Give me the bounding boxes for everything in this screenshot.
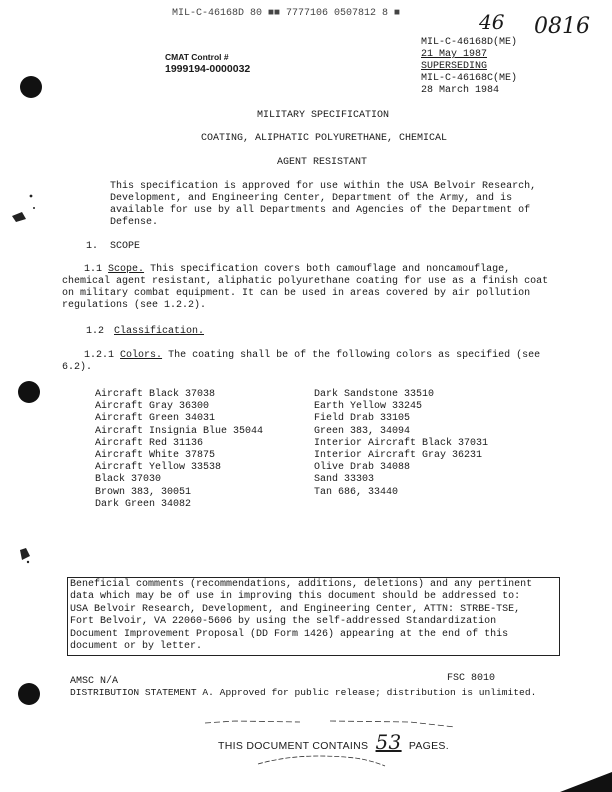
section-1-2-number: 1.2 <box>86 326 105 337</box>
section-1-1-number: 1.1 <box>84 264 103 275</box>
section-1-1-text: This specification covers both camouflage and noncamouflage, chemical agent resistant, aliphatic polyurethane coating for use as a finish coat on military combat equipment. It can be used in areas covered by air pollution regulations (see 1.2.2). <box>62 264 549 311</box>
color-item: Sand 33303 <box>314 474 375 486</box>
spec-title-line1: MILITARY SPECIFICATION <box>257 110 390 121</box>
superseding-label: SUPERSEDING <box>421 61 488 72</box>
distribution-statement: DISTRIBUTION STATEMENT A. Approved for public release; distribution is unlimited. <box>70 687 537 698</box>
color-item: Field Drab 33105 <box>314 413 411 425</box>
cmat-control-number: 1999194-0000032 <box>165 63 251 75</box>
spec-title-line3: AGENT RESISTANT <box>277 157 368 168</box>
page-count-statement <box>218 730 449 754</box>
handwritten-number: 46 <box>479 10 505 34</box>
notice-line: Beneficial comments (recommendations, additions, deletions) and any pertinent <box>70 579 533 590</box>
section-1-2-1-paragraph <box>62 350 562 374</box>
notice-line: Fort Belvoir, VA 22060-5606 by using the self-addressed Standardization <box>70 616 497 628</box>
section-1-2-heading: Classification. <box>114 326 205 337</box>
color-item: Aircraft Insignia Blue 35044 <box>95 425 264 437</box>
color-item: Interior Aircraft Black 37031 <box>314 437 489 449</box>
color-item: Aircraft White 37875 <box>95 450 216 462</box>
comments-notice-box <box>67 577 560 656</box>
notice-line: data which may be of use in improving this document should be addressed to: <box>70 591 521 603</box>
notice-line: USA Belvoir Research, Development, and Engineering Center, ATTN: STRBE-TSE, <box>70 603 521 615</box>
color-item: Olive Drab 34088 <box>314 462 411 474</box>
color-item: Earth Yellow 33245 <box>314 401 423 413</box>
superseded-designation: MIL-C-46168C(ME) <box>421 73 518 84</box>
color-item: Aircraft Gray 36300 <box>95 401 210 413</box>
notice-line: Document Improvement Proposal (DD Form 1426) appearing at the end of this <box>70 628 509 640</box>
cmat-control-label: CMAT Control # <box>165 52 229 62</box>
page-count-prefix: THIS DOCUMENT CONTAINS <box>218 740 369 752</box>
page-count-number: 53 <box>375 730 402 754</box>
approval-paragraph: This specification is approved for use within the USA Belvoir Research, Development, and Engineering Center, Department of the Army, and is available for use by all Departments and Agencies of the Department of Defense. <box>110 181 537 228</box>
color-item: Tan 686, 33440 <box>314 486 399 498</box>
color-item: Aircraft Green 34031 <box>95 413 216 425</box>
color-item: Dark Sandstone 33510 <box>314 389 435 400</box>
color-item: Aircraft Black 37038 <box>95 389 216 400</box>
color-item: Interior Aircraft Gray 36231 <box>314 450 483 462</box>
section-1-2-1-number: 1.2.1 <box>84 350 115 361</box>
color-item: Dark Green 34082 <box>95 498 192 510</box>
section-1-1-heading: Scope. <box>108 264 145 275</box>
color-item: Aircraft Yellow 33538 <box>95 462 222 474</box>
color-item: Black 37030 <box>95 474 162 486</box>
page-count-suffix: PAGES. <box>408 740 449 752</box>
handwritten-page-number: 0816 <box>534 14 590 39</box>
section-1-1-paragraph <box>62 264 562 312</box>
document-date: 21 May 1987 <box>421 49 488 60</box>
top-document-code: MIL-C-46168D 80 ■■ 7777106 0507812 8 ■ <box>172 8 401 19</box>
color-list-right <box>314 389 488 499</box>
section-1-2-1-heading: Colors. <box>120 350 163 361</box>
color-list-left <box>95 389 263 511</box>
color-item: Brown 383, 30051 <box>95 486 192 498</box>
color-item: Aircraft Red 31136 <box>95 437 204 449</box>
document-designation: MIL-C-46168D(ME) <box>421 37 518 48</box>
amsc-code: AMSC N/A <box>70 676 119 687</box>
notice-line: document or by letter. <box>70 641 203 653</box>
spec-title-line2: COATING, ALIPHATIC POLYURETHANE, CHEMICAL <box>201 133 448 144</box>
section-1-number: 1. <box>86 241 99 252</box>
superseded-date: 28 March 1984 <box>421 85 500 96</box>
fsc-code: FSC 8010 <box>447 673 496 684</box>
section-1-heading: SCOPE <box>110 241 141 252</box>
color-item: Green 383, 34094 <box>314 425 411 437</box>
section-1-2-1-text: The coating shall be of the following colors as specified (see 6.2). <box>62 350 541 373</box>
